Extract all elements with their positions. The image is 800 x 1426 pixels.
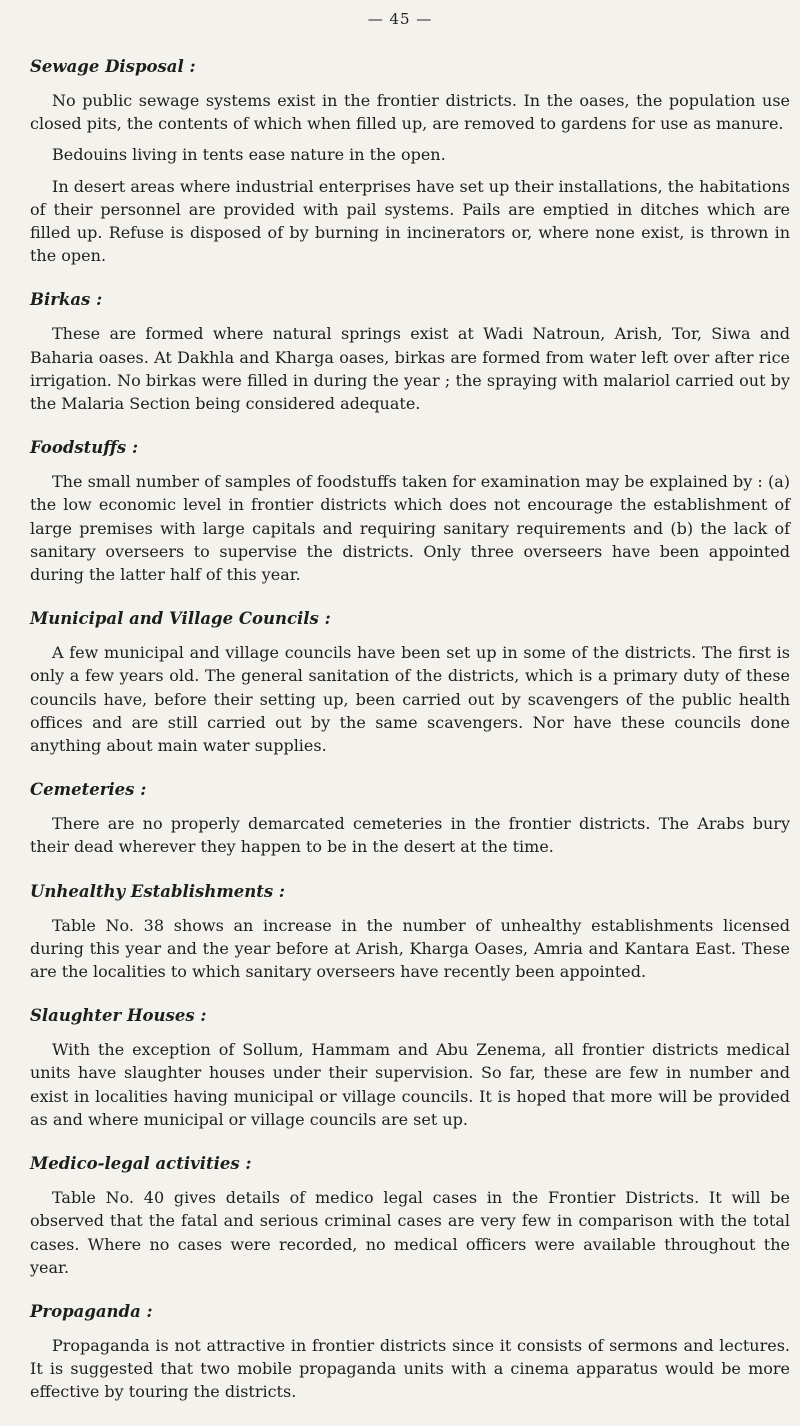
- page-number: — 45 —: [367, 10, 433, 28]
- paragraph: No public sewage systems exist in the frontier districts. In the oases, the population use closed pits, the contents of which when filled up, are removed to gardens for use as manure.: [30, 91, 790, 134]
- paragraph: These are formed where natural springs exist at Wadi Natroun, Arish, Tor, Siwa and Baharia oases. At Dakhla and Kharga oases, birkas are formed from water left over after rice irrigation. No birkas were filled in during the year ; the spraying with malariol carried out by the Malaria Section being considered adequate.: [30, 324, 790, 414]
- section: [30, 56, 790, 267]
- section-heading: Propaganda :: [30, 1301, 153, 1321]
- section-heading: Sewage Disposal :: [30, 57, 196, 76]
- section: [30, 881, 790, 984]
- section-heading: Municipal and Village Councils :: [30, 609, 331, 629]
- paragraph: Bedouins living in tents ease nature in the open.: [52, 145, 446, 165]
- paragraph: Table No. 40 gives details of medico legal cases in the Frontier Districts. It will be observed that the fatal and serious criminal cases are very few in comparison with the total cases. Where no cases were recorded, no medical officers were available throughout the year.: [30, 1188, 790, 1277]
- section-heading: Foodstuffs :: [30, 438, 139, 458]
- paragraph: Table No. 38 shows an increase in the number of unhealthy establishments licensed during this year and the year before at Arish, Kharga Oases, Amria and Kantara East. These are the localities to which sanitary overseers have recently been appointed.: [30, 915, 790, 982]
- section-heading: Cemeteries :: [30, 780, 147, 800]
- paragraph: There are no properly demarcated cemeteries in the frontier districts. The Arabs bury their dead wherever they happen to be in the desert at the time.: [30, 814, 790, 857]
- paragraph: In desert areas where industrial enterprises have set up their installations, the habitations of their personnel are provided with pail systems. Pails are emptied in ditches which are filled up. Refuse is disposed of by burning in incinerators or, where none exist, is thrown in the open.: [30, 176, 790, 266]
- section-heading: Birkas :: [30, 290, 103, 310]
- section: [30, 1153, 790, 1279]
- section: [30, 608, 790, 757]
- section: [30, 1301, 790, 1404]
- section-heading: Medico-legal activities :: [30, 1154, 252, 1174]
- section: [30, 437, 790, 586]
- section: [30, 289, 790, 415]
- section: [30, 779, 790, 858]
- section-heading: Slaughter Houses :: [30, 1006, 207, 1026]
- paragraph: The small number of samples of foodstuffs taken for examination may be explained by : (a) the low economic level in frontier districts which does not encourage the establishment of large premises with large capitals and requiring sanitary requirements and (b) the lack of sanitary overseers to supervise the districts. Only three overseers have been appointed during the latter half of this year.: [30, 472, 790, 585]
- section: [30, 1005, 790, 1131]
- paragraph: A few municipal and village councils have been set up in some of the districts. The first is only a few years old. The general sanitation of the districts, which is a primary duty of these councils have, before their setting up, been carried out by scavengers of the public health offices and are still carried out by the same scavengers. Nor have these councils done anything about main water supplies.: [30, 643, 790, 756]
- document-body: [30, 56, 790, 1426]
- paragraph: With the exception of Sollum, Hammam and Abu Zenema, all frontier districts medical units have slaughter houses under their supervision. So far, these are few in number and exist in localities having municipal or village councils. It is hoped that more will be provided as and where municipal or village councils are set up.: [30, 1040, 790, 1129]
- section-heading: Unhealthy Establishments :: [30, 881, 286, 901]
- paragraph: Propaganda is not attractive in frontier districts since it consists of sermons and lectures. It is suggested that two mobile propaganda units with a cinema apparatus would be more effective by touring the districts.: [30, 1335, 790, 1402]
